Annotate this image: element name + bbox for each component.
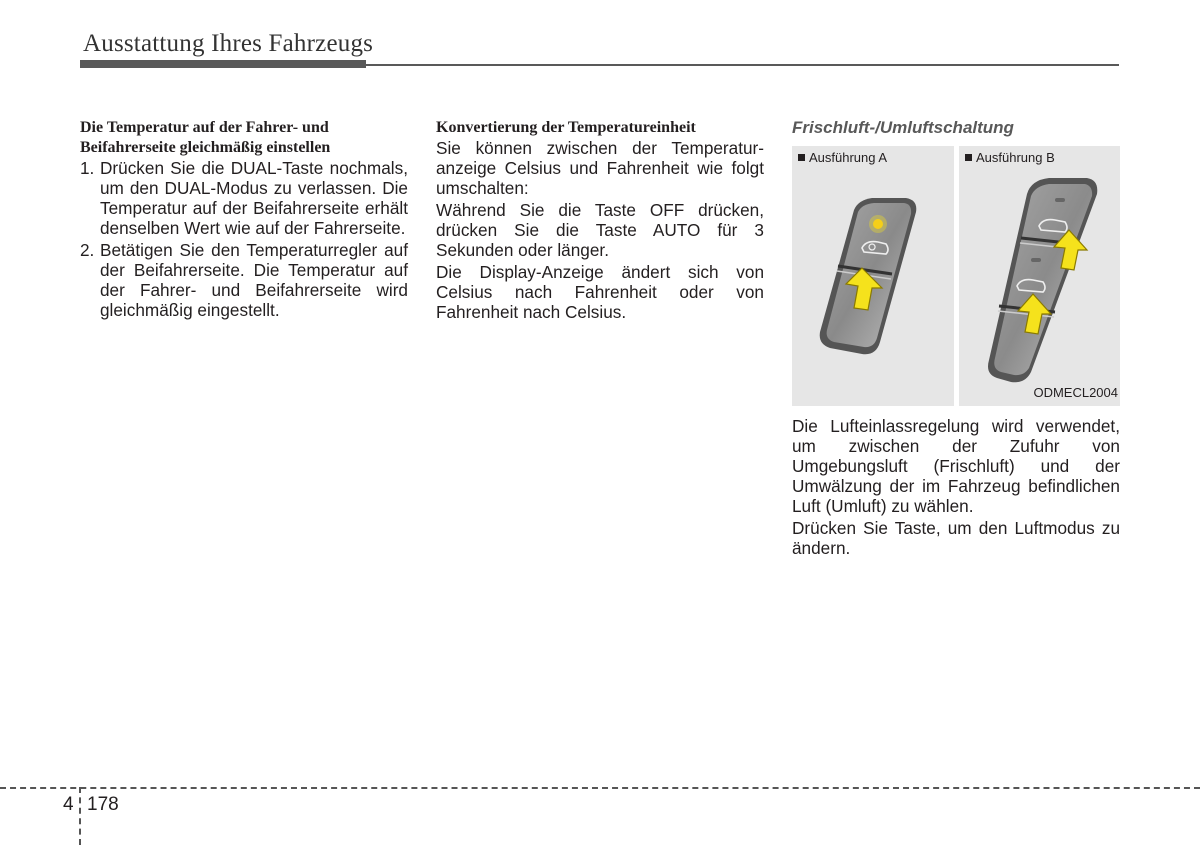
steps-list — [80, 158, 408, 320]
sun-indicator-icon — [869, 215, 887, 233]
footer-divider — [79, 787, 81, 845]
paragraph: Sie können zwischen der Temperatur-anzeige Celsius und Fahrenheit wie folgt umschalten: — [436, 138, 764, 198]
column-right — [792, 118, 1120, 138]
paragraph: Drücken Sie Taste, um den Luftmodus zu ändern. — [792, 518, 1120, 558]
panel-label-a: Ausführung A — [809, 150, 888, 165]
list-item — [80, 240, 408, 320]
figure-panel-b — [959, 146, 1120, 406]
paragraph: Die Display-Anzeige ändert sich von Celsius nach Fahrenheit oder von Fahrenheit nach Celsius. — [436, 262, 764, 322]
panel-label-b: Ausführung B — [976, 150, 1055, 165]
bullet-square-icon — [965, 154, 972, 161]
page-number: 178 — [87, 794, 119, 815]
paragraph: Die Lufteinlassregelung wird verwendet, um zwischen der Zufuhr von Umgebungsluft (Frischluft) und der Umwälzung der im Fahrzeug befindlichen Luft (Umluft) zu wählen. — [792, 416, 1120, 516]
paragraph: Während Sie die Taste OFF drücken, drücken Sie die Taste AUTO für 3 Sekunden oder länger. — [436, 200, 764, 260]
air-intake-figure — [792, 146, 1120, 410]
figure-panel-a — [792, 146, 954, 406]
page-title: Ausstattung Ihres Fahrzeugs — [83, 30, 374, 57]
switch-illustration-b — [959, 146, 1120, 406]
section-heading-conversion: Konvertierung der Temperatureinheit — [436, 119, 696, 136]
figure-code: ODMECL2004 — [1033, 385, 1118, 400]
list-item — [80, 158, 408, 238]
section-heading-dual: Die Temperatur auf der Fahrer- und Beifahrerseite gleichmäßig einstellen — [80, 119, 331, 156]
step-number: 2. — [80, 240, 95, 260]
section-heading-air-intake: Frischluft-/Umluftschaltung — [792, 118, 1014, 137]
column-middle — [436, 118, 764, 324]
step-text: Betätigen Sie den Temperaturregler auf der Beifahrerseite. Die Temperatur auf der Fahrer- und Beifahrerseite wird gleichmäßig eingestellt. — [100, 240, 408, 320]
footer-rule — [0, 787, 1200, 789]
column-left — [80, 118, 408, 322]
switch-illustration-a — [792, 146, 954, 406]
air-intake-description — [792, 416, 1120, 560]
header-rule — [80, 60, 366, 68]
step-text: Drücken Sie die DUAL-Taste nochmals, um den DUAL-Modus zu verlassen. Die Temperatur auf der Beifahrerseite erhält denselben Wert wie auf der Fahrerseite. — [100, 158, 408, 238]
chapter-number: 4 — [63, 794, 74, 815]
bullet-square-icon — [798, 154, 805, 161]
header-rule-thin — [366, 64, 1119, 66]
step-number: 1. — [80, 158, 95, 178]
